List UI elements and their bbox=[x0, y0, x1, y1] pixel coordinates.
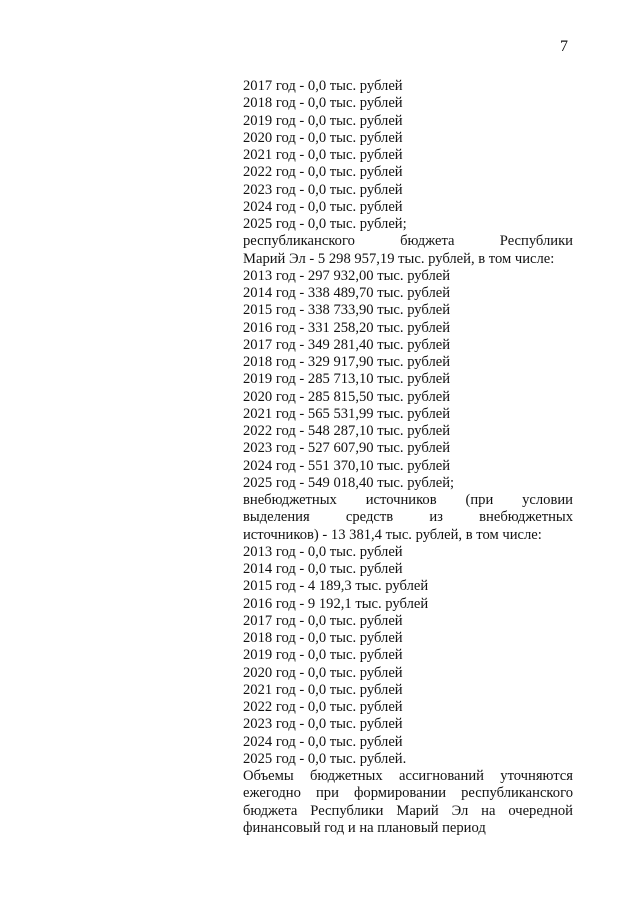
text-line: 2023 год - 527 607,90 тыс. рублей bbox=[243, 440, 451, 457]
text-line: 2013 год - 0,0 тыс. рублей bbox=[243, 543, 403, 560]
text-line: выделения средств из внебюджетных bbox=[243, 509, 573, 526]
text-line: 2015 год - 338 733,90 тыс. рублей bbox=[243, 302, 451, 319]
text-line: Объемы бюджетных ассигнований уточняются bbox=[243, 768, 573, 784]
text-line: 2014 год - 0,0 тыс. рублей bbox=[243, 561, 403, 577]
text-line: 2018 год - 0,0 тыс. рублей bbox=[243, 630, 403, 646]
text-line: 2018 год - 329 917,90 тыс. рублей bbox=[243, 354, 451, 370]
text-line: 2025 год - 0,0 тыс. рублей; bbox=[243, 216, 407, 232]
text-line: 2023 год - 0,0 тыс. рублей bbox=[243, 181, 403, 198]
text-line: 2024 год - 0,0 тыс. рублей bbox=[243, 733, 403, 750]
text-line: внебюджетных источников (при условии bbox=[243, 492, 573, 508]
text-line: 2020 год - 0,0 тыс. рублей bbox=[243, 129, 403, 146]
text-line: 2019 год - 0,0 тыс. рублей bbox=[243, 647, 403, 664]
text-line: 2021 год - 0,0 тыс. рублей bbox=[243, 147, 403, 163]
text-line: 2024 год - 551 370,10 тыс. рублей bbox=[243, 457, 451, 474]
text-line: 2020 год - 285 815,50 тыс. рублей bbox=[243, 388, 451, 405]
page-number: 7 bbox=[560, 38, 568, 55]
text-line: 2016 год - 9 192,1 тыс. рублей bbox=[243, 595, 429, 612]
document-body bbox=[243, 78, 573, 837]
text-line: 2015 год - 4 189,3 тыс. рублей bbox=[243, 578, 429, 595]
text-line: Марий Эл - 5 298 957,19 тыс. рублей, в том числе: bbox=[243, 250, 555, 267]
text-line: 2017 год - 349 281,40 тыс. рублей bbox=[243, 336, 451, 353]
text-line: финансовый год и на плановый период bbox=[243, 819, 486, 836]
text-line: 2021 год - 565 531,99 тыс. рублей bbox=[243, 405, 451, 422]
text-line: 2013 год - 297 932,00 тыс. рублей bbox=[243, 267, 451, 284]
text-line: 2016 год - 331 258,20 тыс. рублей bbox=[243, 319, 451, 336]
text-line: 2019 год - 285 713,10 тыс. рублей bbox=[243, 371, 451, 388]
text-line: 2024 год - 0,0 тыс. рублей bbox=[243, 198, 403, 215]
text-line: 2022 год - 0,0 тыс. рублей bbox=[243, 699, 403, 715]
text-line: 2022 год - 548 287,10 тыс. рублей bbox=[243, 423, 451, 439]
text-line: 2021 год - 0,0 тыс. рублей bbox=[243, 681, 403, 698]
text-line: 2014 год - 338 489,70 тыс. рублей bbox=[243, 285, 451, 301]
text-line: 2025 год - 549 018,40 тыс. рублей; bbox=[243, 474, 455, 491]
text-line: 2017 год - 0,0 тыс. рублей bbox=[243, 78, 403, 94]
text-line: 2025 год - 0,0 тыс. рублей. bbox=[243, 750, 407, 767]
text-line: ежегодно при формировании республиканского bbox=[243, 785, 573, 802]
text-line: источников) - 13 381,4 тыс. рублей, в том числе: bbox=[243, 526, 542, 543]
text-line: 2020 год - 0,0 тыс. рублей bbox=[243, 664, 403, 681]
text-line: 2019 год - 0,0 тыс. рублей bbox=[243, 112, 403, 129]
text-line: 2022 год - 0,0 тыс. рублей bbox=[243, 164, 403, 181]
text-line: 2023 год - 0,0 тыс. рублей bbox=[243, 716, 403, 733]
text-line: бюджета Республики Марий Эл на очередной bbox=[243, 802, 573, 819]
text-line: 2017 год - 0,0 тыс. рублей bbox=[243, 612, 403, 629]
text-line: 2018 год - 0,0 тыс. рублей bbox=[243, 95, 403, 112]
text-line: республиканского бюджета Республики bbox=[243, 233, 573, 250]
